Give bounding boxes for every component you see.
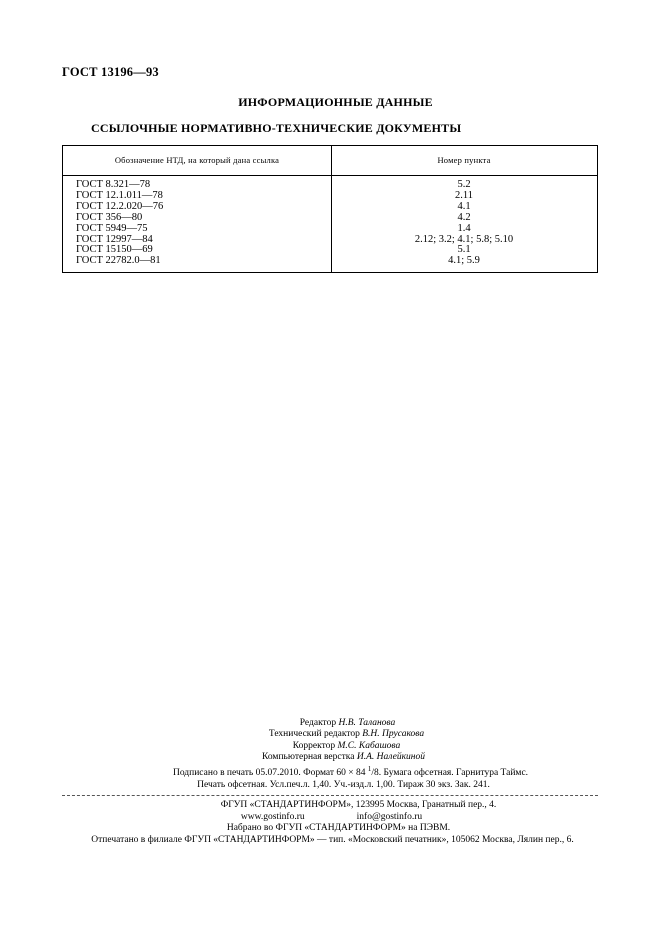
print-format-superscript: 1 bbox=[367, 764, 372, 773]
clause-column bbox=[331, 180, 597, 267]
table-header-document: Обозначение НТД, на который дана ссылка bbox=[114, 155, 280, 165]
table-cell-document: ГОСТ 15150—69 bbox=[76, 244, 153, 256]
section-title: ИНФОРМАЦИОННЫЕ ДАННЫЕ bbox=[238, 95, 433, 109]
publisher-email: info@gostinfo.ru bbox=[356, 811, 423, 822]
credit-name: М.С. Кабашова bbox=[337, 740, 401, 751]
table-cell-document: ГОСТ 5949—75 bbox=[76, 222, 148, 234]
credit-line bbox=[0, 741, 661, 752]
publisher-address: ФГУП «СТАНДАРТИНФОРМ», 123995 Москва, Гранатный пер., 4. bbox=[220, 800, 497, 810]
print-info-block bbox=[0, 764, 661, 791]
printing-note: Отпечатано в филиале ФГУП «СТАНДАРТИНФОРМ» — тип. «Московский печатник», 105062 Москва, Лялин пер., 6. bbox=[91, 834, 574, 845]
publisher-block bbox=[0, 800, 661, 846]
subsection-title: ССЫЛОЧНЫЕ НОРМАТИВНО-ТЕХНИЧЕСКИЕ ДОКУМЕНТЫ bbox=[91, 121, 462, 135]
credit-line bbox=[0, 729, 661, 740]
credit-role: Редактор bbox=[299, 718, 337, 728]
table-header-divider bbox=[63, 175, 597, 176]
table-cell-clause: 5.1 bbox=[457, 244, 471, 256]
credit-name: Н.В. Таланова bbox=[338, 718, 396, 728]
table-cell-document: ГОСТ 12997—84 bbox=[76, 233, 153, 245]
table-cell-clause: 2.11 bbox=[455, 189, 473, 201]
credit-name: В.Н. Прусакова bbox=[362, 729, 425, 740]
print-info-text: /8. Бумага офсетная. Гарнитура Таймс. bbox=[371, 768, 529, 778]
print-info-text: Подписано в печать 05.07.2010. Формат 60 × 84 bbox=[172, 768, 368, 778]
table-cell-clause: 4.1 bbox=[457, 200, 471, 212]
table-cell-document: ГОСТ 8.321—78 bbox=[76, 179, 151, 190]
print-info-line: Печать офсетная. Усл.печ.л. 1,40. Уч.-изд.л. 1,00. Тираж 30 экз. Зак. 241. bbox=[197, 779, 490, 790]
credit-role: Корректор bbox=[292, 740, 336, 751]
reference-documents-table bbox=[62, 145, 598, 273]
publisher-website: www.gostinfo.ru bbox=[240, 811, 305, 822]
table-cell-document: ГОСТ 22782.0—81 bbox=[76, 255, 161, 267]
credit-line bbox=[0, 752, 661, 763]
table-cell-clause: 1.4 bbox=[457, 222, 471, 234]
table-cell-clause: 5.2 bbox=[457, 179, 471, 190]
table-header-clause: Номер пункта bbox=[437, 155, 491, 165]
document-code: ГОСТ 13196—93 bbox=[62, 65, 159, 79]
credit-role: Технический редактор bbox=[268, 729, 360, 740]
credit-line bbox=[0, 718, 661, 729]
table-cell-document: ГОСТ 12.2.020—76 bbox=[76, 200, 164, 212]
table-cell-document: ГОСТ 12.1.011—78 bbox=[76, 189, 163, 201]
table-cell-clause: 2.12; 3.2; 4.1; 5.8; 5.10 bbox=[414, 233, 514, 245]
print-info-line bbox=[0, 764, 661, 780]
dashed-divider bbox=[62, 795, 598, 796]
credits-block bbox=[0, 718, 661, 764]
table-cell-clause: 4.2 bbox=[457, 211, 471, 223]
typesetting-note: Набрано во ФГУП «СТАНДАРТИНФОРМ» на ПЭВМ. bbox=[226, 823, 451, 833]
table-cell-document: ГОСТ 356—80 bbox=[76, 211, 143, 223]
document-column bbox=[76, 180, 163, 267]
credit-role: Компьютерная верстка bbox=[262, 752, 355, 763]
table-cell-clause: 4.1; 5.9 bbox=[448, 255, 480, 267]
credit-name: И.А. Налейкиной bbox=[356, 752, 425, 763]
publisher-contacts bbox=[0, 812, 661, 824]
